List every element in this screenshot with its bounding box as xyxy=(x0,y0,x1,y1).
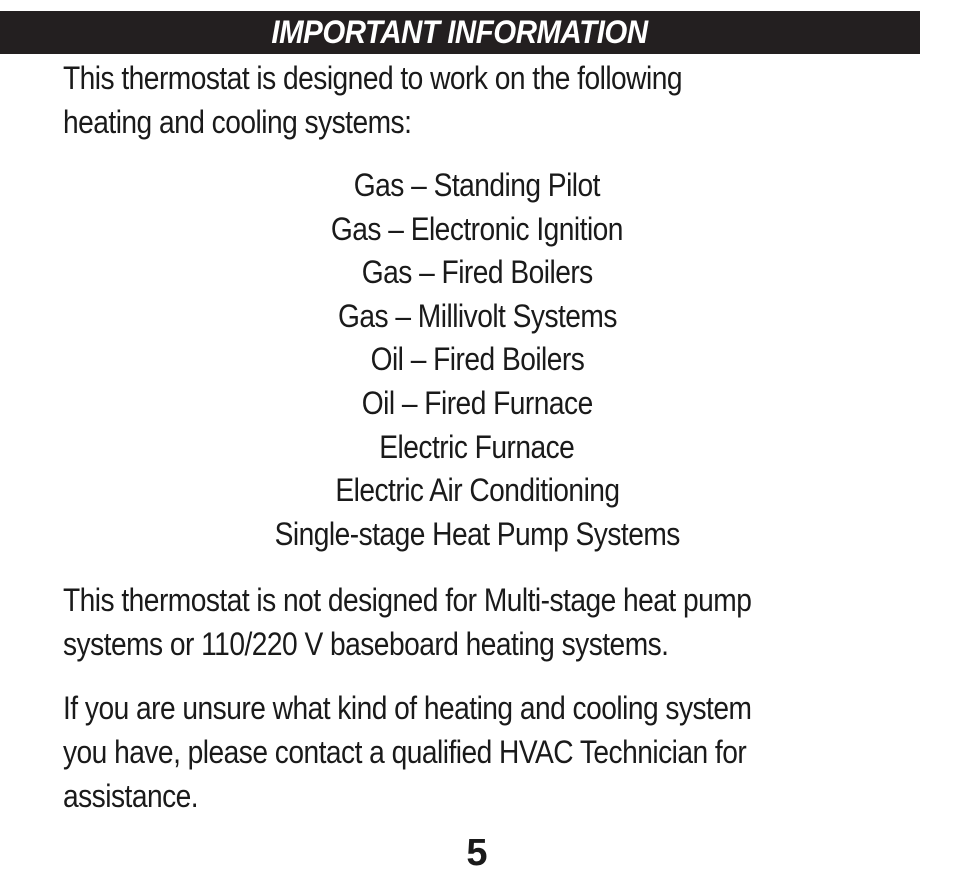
system-item-label: Electric Air Conditioning xyxy=(334,472,620,509)
intro-paragraph xyxy=(63,56,913,144)
assistance-line: assistance. xyxy=(63,778,199,814)
system-item xyxy=(0,382,954,426)
not-designed-line: systems or 110/220 V baseboard heating systems. xyxy=(63,626,669,662)
system-item xyxy=(0,251,954,295)
not-designed-line: This thermostat is not designed for Multi-stage heat pump xyxy=(63,582,752,618)
assistance-line: you have, please contact a qualified HVAC Technician for xyxy=(63,734,747,770)
intro-line: This thermostat is designed to work on the following xyxy=(63,60,682,96)
system-item xyxy=(0,164,954,208)
system-item-label: Gas – Fired Boilers xyxy=(361,254,593,291)
system-item-label: Gas – Standing Pilot xyxy=(353,167,601,203)
section-header-bar xyxy=(0,11,920,54)
compatible-systems-list xyxy=(0,164,954,556)
page-number: 5 xyxy=(466,832,488,874)
intro-line: heating and cooling systems: xyxy=(63,104,412,140)
system-item xyxy=(0,338,954,382)
system-item xyxy=(0,513,954,557)
system-item-label: Single-stage Heat Pump Systems xyxy=(274,515,680,552)
not-designed-paragraph xyxy=(63,578,913,666)
assistance-line: If you are unsure what kind of heating and cooling system xyxy=(63,690,752,726)
system-item-label: Electric Furnace xyxy=(379,428,575,465)
system-item xyxy=(0,208,954,252)
system-item-label: Gas – Electronic Ignition xyxy=(330,210,624,247)
system-item-label: Oil – Fired Furnace xyxy=(361,384,593,421)
system-item xyxy=(0,469,954,513)
system-item-label: Oil – Fired Boilers xyxy=(370,341,584,378)
system-item xyxy=(0,295,954,339)
system-item xyxy=(0,426,954,470)
assistance-paragraph xyxy=(63,686,913,818)
section-title: IMPORTANT INFORMATION xyxy=(271,14,649,50)
system-item-label: Gas – Millivolt Systems xyxy=(337,297,617,334)
